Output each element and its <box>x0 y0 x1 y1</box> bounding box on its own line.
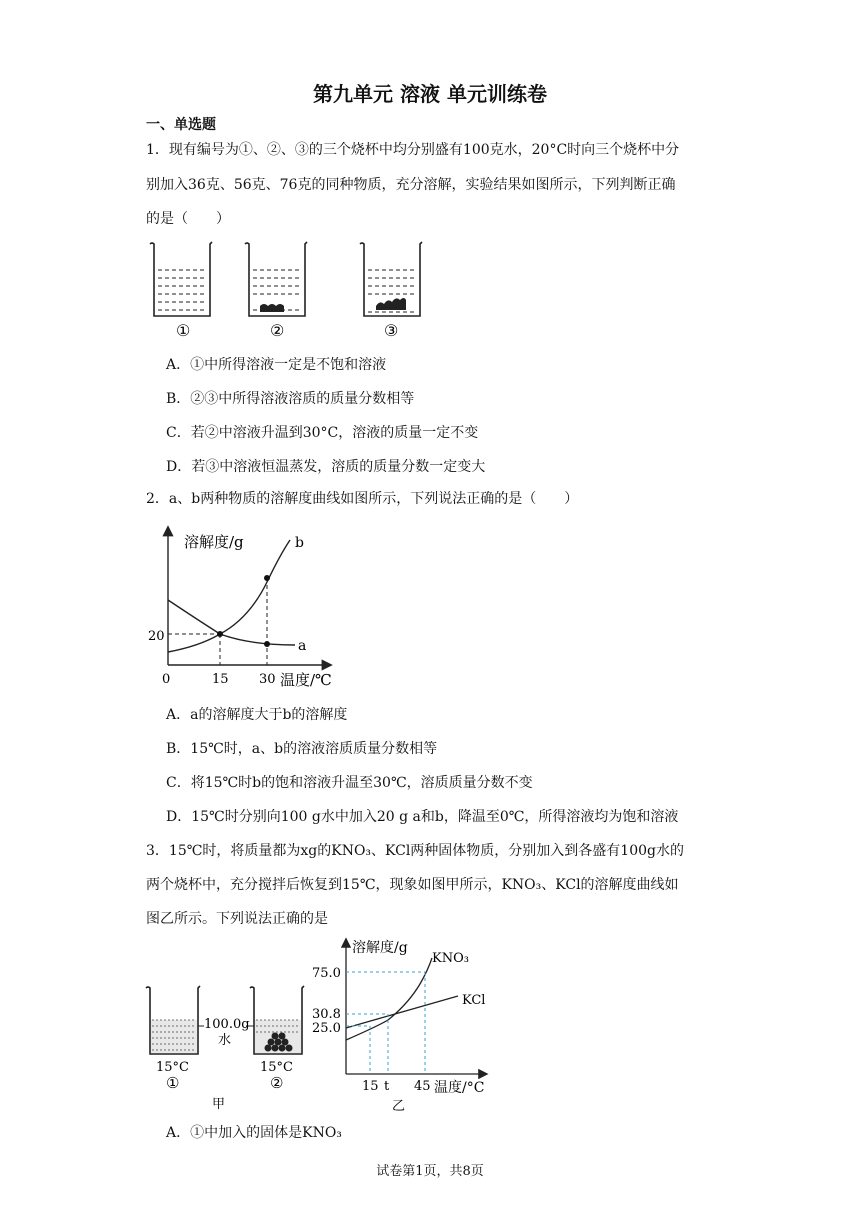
curve-a <box>168 600 295 645</box>
q2-option-c: C．将15℃时b的饱和溶液升温至30℃，溶质质量分数不变 <box>166 775 533 791</box>
q3-option-a: A．①中加入的固体是KNO₃ <box>166 1125 342 1141</box>
q2-xlabel: 温度/℃ <box>280 671 332 689</box>
beaker-1-label: ① <box>176 321 191 340</box>
q2-xtick-0: 0 <box>162 672 171 687</box>
curve-kno3 <box>346 958 432 1040</box>
section-heading: 一、单选题 <box>146 117 216 133</box>
yi-curve-kno3-label: KNO₃ <box>432 951 469 966</box>
yi-ytick-30-8: 30.8 <box>312 1007 341 1022</box>
beaker-1 <box>150 242 212 316</box>
beaker-2-label: ② <box>270 321 285 340</box>
q2-line: 2．a、b两种物质的溶解度曲线如图所示，下列说法正确的是（ ） <box>146 491 579 507</box>
q2-curve-a-label: a <box>298 638 307 654</box>
yi-ytick-75: 75.0 <box>312 966 341 981</box>
q1-line-1: 1．现有编号为①、②、③的三个烧杯中均分别盛有100克水，20°C时向三个烧杯中分 <box>146 142 680 158</box>
q2-option-b: B．15℃时，a、b的溶液溶质质量分数相等 <box>166 741 438 757</box>
q2-option-d: D．15℃时分别向100 g水中加入20 g a和b，降温至0℃，所得溶液均为饱和溶液 <box>166 809 679 825</box>
jia-num-1: ① <box>166 1074 180 1092</box>
q1-beakers-figure <box>140 236 420 346</box>
beaker-3 <box>360 242 422 316</box>
page-footer: 试卷第1页，共8页 <box>376 1164 484 1179</box>
q2-curve-b-label: b <box>295 535 304 551</box>
yi-xlabel: 温度/°C <box>434 1080 485 1096</box>
curve-b <box>168 540 290 652</box>
q3-figure-yi <box>308 934 508 1114</box>
jia-water-label: 100.0g <box>204 1017 250 1032</box>
jia-caption: 甲 <box>212 1097 226 1112</box>
q1-line-3: 的是（ ） <box>146 211 230 227</box>
q3-line-1: 3．15℃时，将质量都为xg的KNO₃、KCl两种固体物质，分别加入到各盛有100g水的 <box>146 843 684 859</box>
q2-ytick-20: 20 <box>148 629 165 644</box>
yi-xtick-t: t <box>384 1079 390 1094</box>
yi-xtick-45: 45 <box>414 1079 431 1094</box>
q3-figure-jia <box>140 982 310 1112</box>
q3-line-3: 图乙所示。下列说法正确的是 <box>146 911 328 927</box>
q1-line-2: 别加入36克、56克、76克的同种物质，充分溶解，实验结果如图所示，下列判断正确 <box>146 177 676 193</box>
yi-caption: 乙 <box>392 1099 406 1114</box>
jia-num-2: ② <box>270 1074 284 1092</box>
yi-curve-kcl-label: KCl <box>462 993 486 1008</box>
q1-option-c: C．若②中溶液升温到30°C，溶液的质量一定不变 <box>166 425 479 441</box>
q3-line-2: 两个烧杯中，充分搅拌后恢复到15℃，现象如图甲所示，KNO₃、KCl的溶解度曲线如 <box>146 877 679 893</box>
jia-temp-1: 15°C <box>156 1060 189 1075</box>
q1-option-d: D．若③中溶液恒温蒸发，溶质的质量分数一定变大 <box>166 459 486 475</box>
beaker-3-label: ③ <box>384 321 399 340</box>
yi-ylabel: 溶解度/g <box>352 940 408 956</box>
curve-kcl <box>346 996 458 1028</box>
jia-temp-2: 15°C <box>260 1060 293 1075</box>
q2-ylabel: 溶解度/g <box>184 533 244 551</box>
q2-xtick-30: 30 <box>259 672 276 687</box>
q1-option-a: A．①中所得溶液一定是不饱和溶液 <box>166 357 387 373</box>
q2-xtick-15: 15 <box>212 672 229 687</box>
jia-water-label-2: 水 <box>218 1033 232 1048</box>
q2-option-a: A．a的溶解度大于b的溶解度 <box>166 707 348 723</box>
q2-solubility-graph <box>140 520 350 695</box>
yi-xtick-15: 15 <box>362 1079 379 1094</box>
yi-ytick-25: 25.0 <box>312 1021 341 1036</box>
page-title: 第九单元 溶液 单元训练卷 <box>313 82 547 106</box>
beaker-2 <box>245 242 307 316</box>
q1-option-b: B．②③中所得溶液溶质的质量分数相等 <box>166 391 415 407</box>
